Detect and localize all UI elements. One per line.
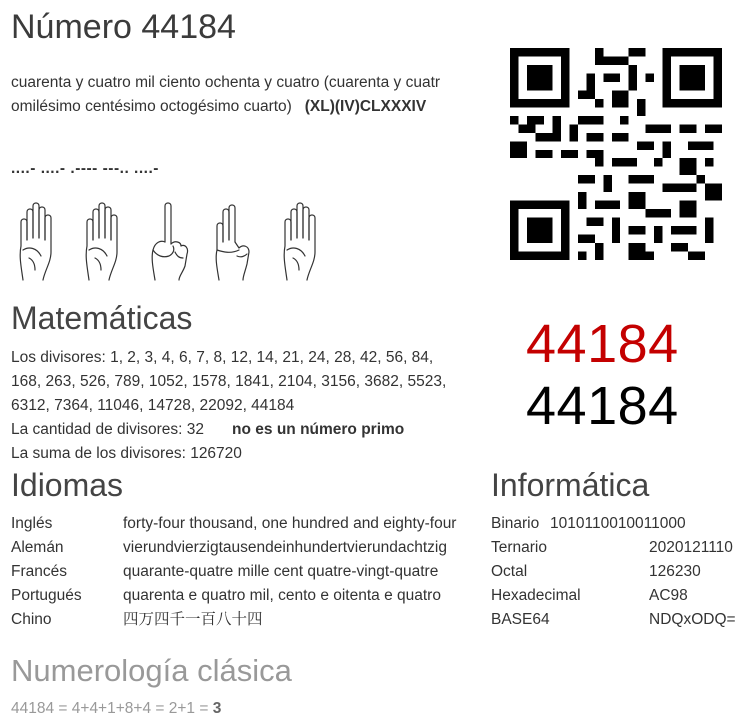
divisor-count-row [11, 418, 481, 442]
computing-row [491, 560, 750, 584]
computing-row [491, 536, 750, 560]
roman-numeral: (XL)(IV)CLXXXIV [304, 98, 427, 115]
computing-label: Hexadecimal [491, 587, 581, 604]
hand-4-icon [20, 203, 51, 280]
section-title-idiomas: Idiomas [11, 467, 124, 503]
language-name: Alemán [11, 539, 64, 556]
language-value: vierundvierzigtausendeinhundertvierundachtzig [123, 539, 447, 556]
computing-value: 126230 [649, 563, 701, 580]
language-value: forty-four thousand, one hundred and eighty-four [123, 515, 457, 532]
computing-row [491, 512, 750, 536]
language-value: quarenta e quatro mil, cento e oitenta e quatro [123, 587, 441, 604]
big-number-black: 44184 [526, 376, 679, 436]
math-info [11, 346, 481, 466]
hand-1-icon [152, 203, 187, 280]
divisors-line-2: 168, 263, 526, 789, 1052, 1578, 1841, 2104, 3156, 3682, 5523, [11, 373, 447, 390]
ordinal-text: omilésimo centésimo octogésimo cuarto) [11, 98, 292, 115]
words-line-2 [11, 95, 466, 119]
computing-label: BASE64 [491, 611, 550, 628]
computing-row [491, 584, 750, 608]
section-title-matematicas: Matemáticas [11, 300, 193, 336]
computing-value: NDQxODQ= [649, 611, 736, 628]
computing-table [491, 512, 750, 632]
hand-4-icon [86, 203, 117, 280]
divisors-line-3: 6312, 7364, 11046, 14728, 22092, 44184 [11, 397, 295, 414]
morse-code: ....- ....- .---- ---.. ....- [11, 160, 159, 177]
computing-value: AC98 [649, 587, 688, 604]
language-row [11, 512, 476, 536]
computing-value: 2020121110 [649, 539, 733, 556]
computing-label: Octal [491, 563, 528, 580]
qr-code-icon [510, 48, 722, 260]
language-row [11, 536, 476, 560]
language-row [11, 560, 476, 584]
language-row [11, 608, 476, 632]
language-name: Francés [11, 563, 67, 580]
section-title-informatica: Informática [491, 467, 650, 503]
divisor-sum: La suma de los divisores: 126720 [11, 445, 242, 462]
divisors-line-1: Los divisores: 1, 2, 3, 4, 6, 7, 8, 12, 14, 21, 24, 28, 42, 56, 84, [11, 349, 434, 366]
language-name: Inglés [11, 515, 53, 532]
computing-value: 1010110010011000 [550, 515, 686, 532]
computing-label: Binario [491, 515, 540, 532]
numerology-formula-row [11, 700, 221, 718]
language-value: 四万四千一百八十四 [123, 611, 263, 628]
words-line-1: cuarenta y cuatro mil ciento ochenta y cuatro (cuarenta y cuatr [11, 74, 441, 91]
hand-8-icon [216, 205, 249, 280]
hand-4-icon [284, 203, 315, 280]
languages-table [11, 512, 476, 632]
language-name: Chino [11, 611, 52, 628]
section-title-numerologia: Numerología clásica [11, 653, 292, 688]
divisor-count: La cantidad de divisores: 32 [11, 421, 205, 438]
language-name: Portugués [11, 587, 82, 604]
big-number-red: 44184 [526, 314, 679, 374]
hand-signs [11, 200, 341, 282]
language-row [11, 584, 476, 608]
numerology-result: 3 [212, 700, 222, 717]
computing-row [491, 608, 750, 632]
number-in-words [11, 71, 466, 119]
numerology-formula: 44184 = 4+4+1+8+4 = 2+1 = [11, 700, 213, 717]
computing-label: Ternario [491, 539, 547, 556]
language-value: quarante-quatre mille cent quatre-vingt-quatre [123, 563, 439, 580]
page-title: Número 44184 [11, 8, 236, 46]
prime-status: no es un número primo [232, 421, 405, 438]
